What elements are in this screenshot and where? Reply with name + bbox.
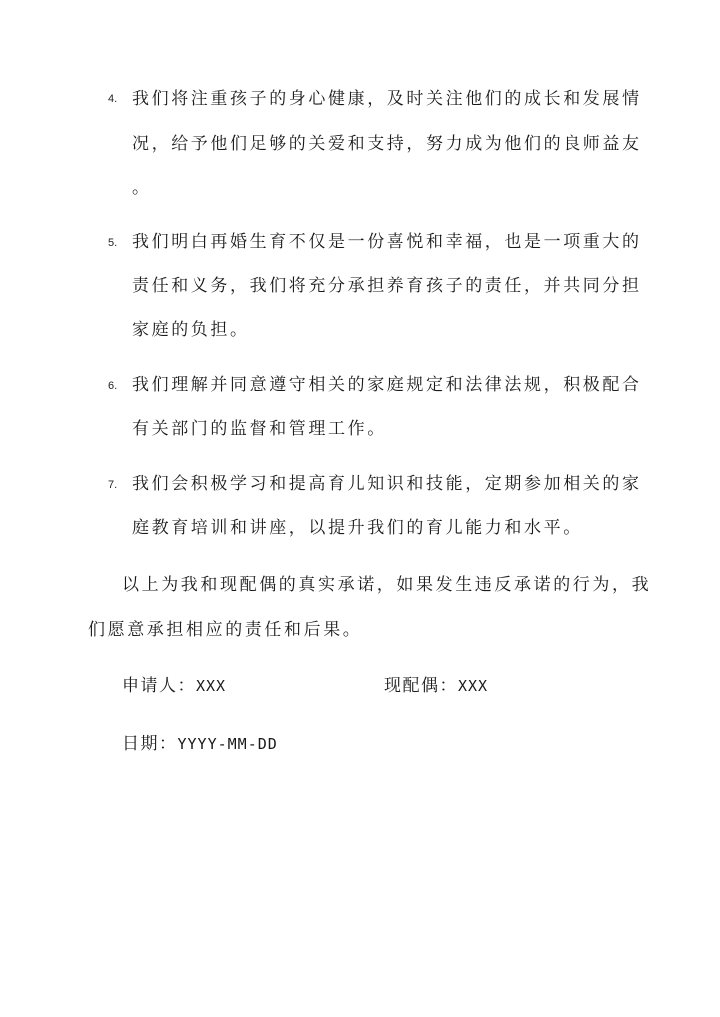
closing-line: 们愿意承担相应的责任和后果。 [88,620,363,640]
list-item-line: 家庭的负担。 [132,320,250,340]
list-item-line: 我们会积极学习和提高育儿知识和技能，定期参加相关的家 [132,474,642,494]
applicant-value: XXX [196,677,227,695]
list-item-line: 庭教育培训和讲座，以提升我们的育儿能力和水平。 [132,518,583,538]
applicant-label: 申请人： [122,676,196,696]
list-item-line: 有关部门的监督和管理工作。 [132,419,387,439]
spouse-label: 现配偶： [384,676,458,696]
list-item-line: 我们将注重孩子的身心健康，及时关注他们的成长和发展情 [132,89,642,109]
date-line [122,734,278,754]
spouse-signature [384,676,488,696]
list-item-line: 我们明白再婚生育不仅是一份喜悦和幸福，也是一项重大的 [132,232,642,252]
closing-line: 以上为我和现配偶的真实承诺，如果发生违反承诺的行为，我 [122,575,652,595]
list-number: 6. [108,380,118,392]
list-number: 7. [108,479,118,491]
list-item-line: 我们理解并同意遵守相关的家庭规定和法律法规，积极配合 [132,375,642,395]
list-item-line: 况，给予他们足够的关爱和支持，努力成为他们的良师益友 [132,134,642,154]
list-item-line: 。 [132,178,152,198]
spouse-value: XXX [458,677,489,695]
date-value: YYYY-MM-DD [177,735,278,753]
list-item-line: 责任和义务，我们将充分承担养育孩子的责任，并共同分担 [132,276,642,296]
list-number: 4. [108,93,118,105]
applicant-signature [122,676,226,696]
date-label: 日期： [122,734,178,754]
list-number: 5. [108,237,118,249]
